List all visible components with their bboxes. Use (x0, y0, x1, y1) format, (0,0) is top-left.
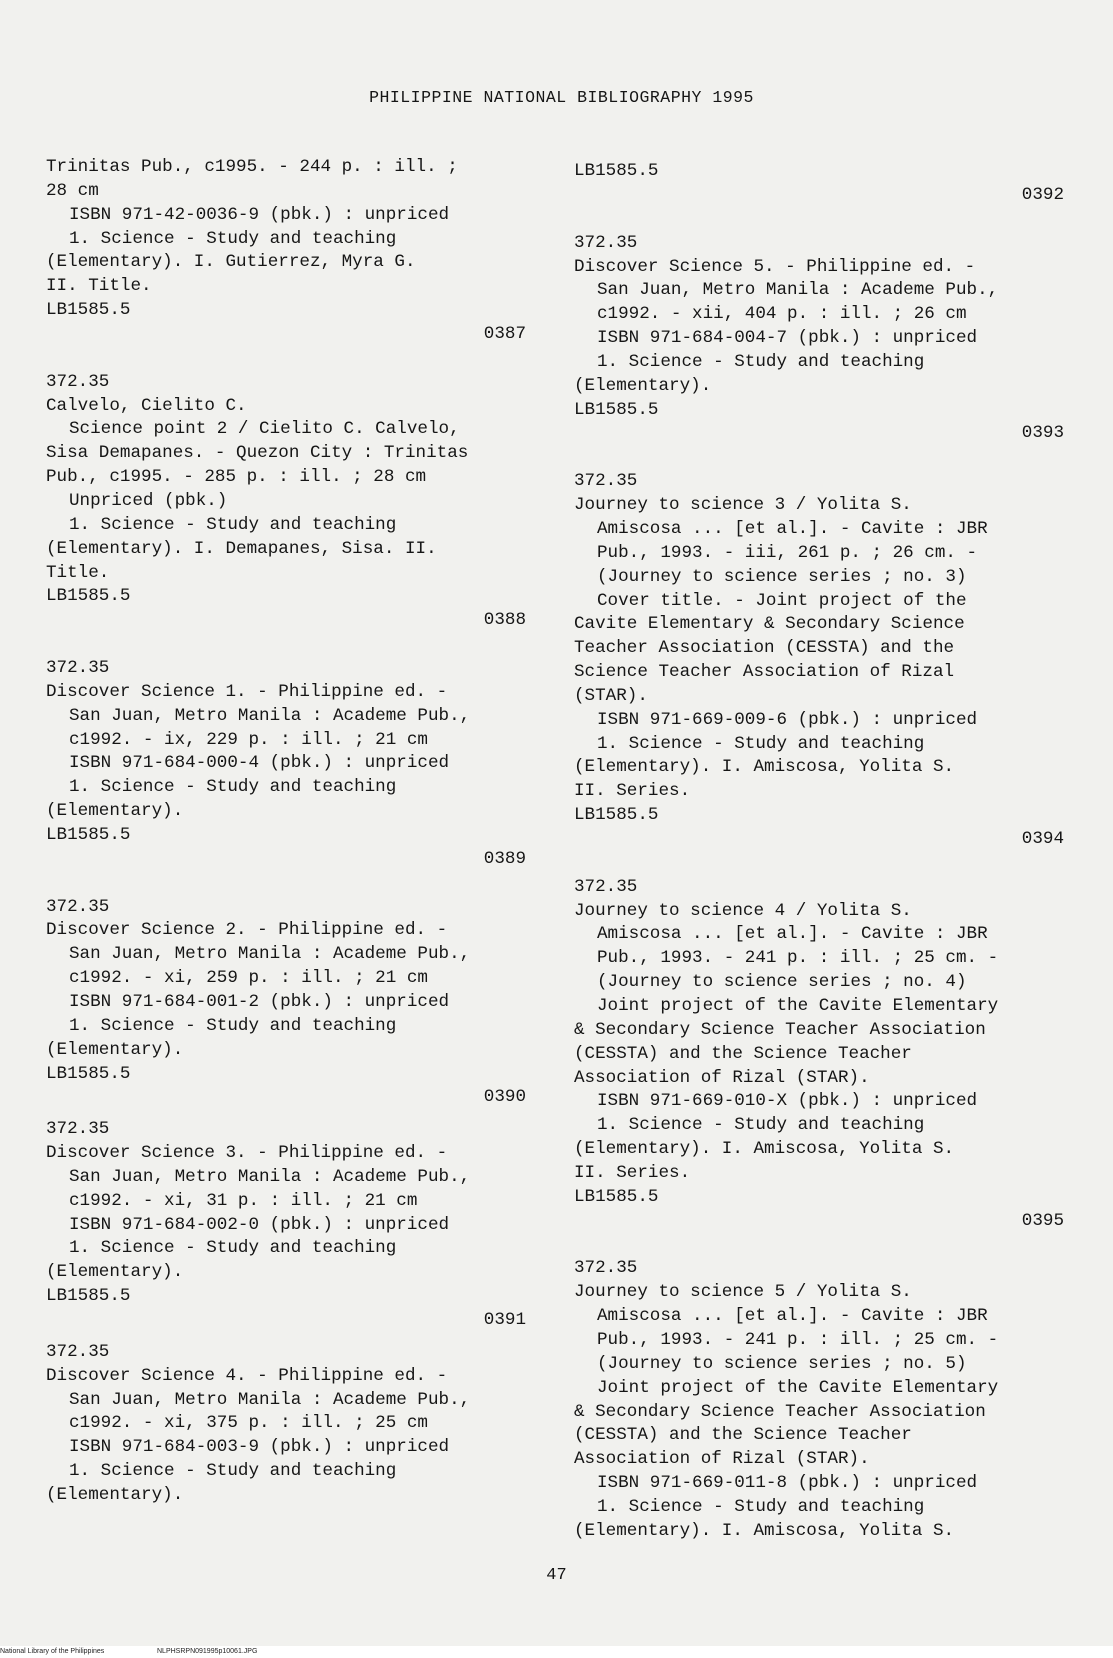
catalog-entry-0392-continued (574, 160, 1064, 208)
entry-line: & Secondary Science Teacher Association (574, 1019, 986, 1040)
entry-call-number: 372.35 (46, 371, 110, 392)
page-number: 47 (546, 1566, 567, 1585)
entry-line: & Secondary Science Teacher Association (574, 1401, 986, 1422)
entry-line: LB1585.5 (46, 300, 131, 321)
entry-call-number: 372.35 (46, 1119, 110, 1140)
entry-line: c1992. - ix, 229 p. : ill. ; 21 cm (69, 729, 428, 750)
entry-line: (Journey to science series ; no. 4) (597, 972, 967, 993)
entry-line: ISBN 971-669-010-X (pbk.) : unpriced (597, 1091, 978, 1112)
entry-line: Sisa Demapanes. - Quezon City : Trinitas (46, 443, 469, 464)
entry-number: 0393 (1021, 423, 1064, 444)
entry-line: Teacher Association (CESSTA) and the (574, 638, 955, 659)
entry-number: 0394 (1021, 828, 1064, 849)
entry-line: (Elementary). (46, 1039, 184, 1060)
entry-line: (Elementary). I. Amiscosa, Yolita S. (574, 1520, 955, 1541)
entry-line: LB1585.5 (46, 1063, 131, 1084)
entry-line: LB1585.5 (574, 1186, 659, 1207)
entry-line: Pub., 1993. - 241 p. : ill. ; 25 cm. - (597, 1329, 999, 1350)
entry-line: LB1585.5 (46, 586, 131, 607)
entry-call-number: 372.35 (46, 658, 110, 679)
entry-line: Pub., c1995. - 285 p. : ill. ; 28 cm (46, 467, 427, 488)
entry-line: Journey to science 4 / Yolita S. (574, 900, 912, 921)
entry-line: Association of Rizal (STAR). (574, 1067, 870, 1088)
catalog-entry-0390 (46, 896, 526, 1111)
entry-line: c1992. - xi, 31 p. : ill. ; 21 cm (69, 1190, 418, 1211)
entry-line: Discover Science 3. - Philippine ed. - (46, 1143, 448, 1164)
entry-call-number: 372.35 (46, 896, 110, 917)
entry-line: (Journey to science series ; no. 5) (597, 1353, 967, 1374)
entry-line: Discover Science 5. - Philippine ed. - (574, 256, 976, 277)
entry-line: Journey to science 5 / Yolita S. (574, 1282, 912, 1303)
entry-line: ISBN 971-684-001-2 (pbk.) : unpriced (69, 992, 450, 1012)
entry-number: 0387 (483, 323, 526, 344)
entry-line: LB1585.5 (574, 161, 659, 181)
entry-line: Amiscosa ... [et al.]. - Cavite : JBR (597, 1306, 988, 1327)
entry-line: LB1585.5 (574, 399, 659, 420)
entry-line: San Juan, Metro Manila : Academe Pub., (69, 705, 471, 726)
entry-line: 1. Science - Study and teaching (69, 514, 397, 535)
entry-line: Unpriced (pbk.) (69, 490, 228, 511)
entry-line: 1. Science - Study and teaching (69, 1461, 397, 1482)
entry-line: Cavite Elementary & Secondary Science (574, 614, 965, 635)
entry-number: 0395 (1021, 1210, 1064, 1231)
entry-line: Amiscosa ... [et al.]. - Cavite : JBR (597, 924, 988, 945)
entry-line: 28 cm (46, 180, 99, 201)
entry-line: Cover title. - Joint project of the (597, 590, 967, 611)
entry-line: Journey to science 3 / Yolita S. (574, 495, 912, 516)
footer-file-id: NLPHSRPN091995p10061.JPG (157, 1648, 258, 1655)
entry-line: (CESSTA) and the Science Teacher (574, 1043, 912, 1064)
entry-number: 0391 (483, 1309, 526, 1330)
entry-line: ISBN 971-669-011-8 (pbk.) : unpriced (597, 1473, 978, 1494)
entry-line: 1. Science - Study and teaching (69, 1238, 397, 1259)
entry-call-number: 372.35 (574, 232, 638, 253)
entry-line: Amiscosa ... [et al.]. - Cavite : JBR (597, 518, 988, 539)
entry-line: II. Series. (574, 781, 691, 802)
entry-line: c1992. - xii, 404 p. : ill. ; 26 cm (597, 304, 967, 325)
entry-call-number: 372.35 (574, 471, 638, 492)
entry-number: 0388 (483, 610, 526, 631)
entry-line: San Juan, Metro Manila : Academe Pub., (69, 1389, 471, 1410)
catalog-entry-0396 (574, 1257, 1064, 1543)
entry-line: (CESSTA) and the Science Teacher (574, 1425, 912, 1446)
catalog-entry-0388 (46, 371, 526, 633)
entry-line: (Elementary). (46, 801, 184, 822)
entry-call-number: 372.35 (574, 876, 638, 897)
catalog-entry-0391 (46, 1118, 526, 1333)
entry-line: Discover Science 1. - Philippine ed. - (46, 681, 448, 702)
entry-line: ISBN 971-684-000-4 (pbk.) : unpriced (69, 753, 450, 774)
entry-line: ISBN 971-42-0036-9 (pbk.) : unpriced (69, 204, 450, 225)
entry-number: 0389 (483, 848, 526, 869)
entry-line: Pub., 1993. - 241 p. : ill. ; 25 cm. - (597, 948, 999, 969)
entry-line: 1. Science - Study and teaching (597, 351, 925, 372)
entry-line: (Elementary). I. Demapanes, Sisa. II. (46, 538, 437, 559)
entry-line: 1. Science - Study and teaching (597, 1115, 925, 1136)
entry-line: Discover Science 2. - Philippine ed. - (46, 920, 448, 941)
entry-line: (STAR). (574, 685, 648, 706)
catalog-entry-0392 (46, 1341, 526, 1508)
entry-line: Joint project of the Cavite Elementary (597, 996, 999, 1016)
entry-line: Science Teacher Association of Rizal (574, 662, 955, 683)
entry-line: Science point 2 / Cielito C. Calvelo, (69, 419, 460, 440)
entry-line: San Juan, Metro Manila : Academe Pub., (69, 944, 471, 965)
entry-line: San Juan, Metro Manila : Academe Pub., (69, 1166, 471, 1187)
scan-footer (0, 1646, 1113, 1658)
entry-line: (Elementary). (46, 1262, 184, 1283)
entry-number: 0390 (483, 1087, 526, 1108)
catalog-entry-0393 (574, 232, 1064, 447)
page-title: PHILIPPINE NATIONAL BIBLIOGRAPHY 1995 (369, 88, 754, 107)
entry-line: 1. Science - Study and teaching (597, 1496, 925, 1517)
entry-line: LB1585.5 (574, 805, 659, 826)
catalog-entry-0395 (574, 876, 1064, 1234)
entry-line: 1. Science - Study and teaching (69, 1015, 397, 1036)
entry-line: (Elementary). (574, 375, 712, 396)
entry-line: 1. Science - Study and teaching (69, 228, 397, 249)
entry-line: Association of Rizal (STAR). (574, 1449, 870, 1470)
entry-line: c1992. - xi, 375 p. : ill. ; 25 cm (69, 1413, 428, 1434)
entry-line: ISBN 971-684-003-9 (pbk.) : unpriced (69, 1437, 450, 1458)
catalog-entry-0394 (574, 470, 1064, 852)
catalog-entry-0387 (46, 156, 526, 347)
entry-call-number: 372.35 (46, 1341, 110, 1362)
entry-line: LB1585.5 (46, 1286, 131, 1307)
entry-line: Joint project of the Cavite Elementary (597, 1377, 999, 1398)
catalog-entry-0389 (46, 657, 526, 872)
entry-line: (Journey to science series ; no. 3) (597, 566, 967, 587)
entry-line: Discover Science 4. - Philippine ed. - (46, 1365, 448, 1386)
entry-line: Trinitas Pub., c1995. - 244 p. : ill. ; (46, 157, 458, 177)
entry-line: c1992. - xi, 259 p. : ill. ; 21 cm (69, 968, 428, 989)
entry-line: Pub., 1993. - iii, 261 p. ; 26 cm. - (597, 542, 978, 563)
entry-line: ISBN 971-669-009-6 (pbk.) : unpriced (597, 709, 978, 730)
entry-call-number: 372.35 (574, 1258, 638, 1279)
entry-line: (Elementary). (46, 1484, 184, 1505)
left-column (46, 156, 526, 1508)
entry-line: (Elementary). I. Amiscosa, Yolita S. (574, 757, 955, 778)
entry-number: 0392 (1021, 184, 1064, 205)
entry-line: II. Title. (46, 276, 152, 297)
entry-line: ISBN 971-684-002-0 (pbk.) : unpriced (69, 1214, 450, 1235)
entry-line: 1. Science - Study and teaching (69, 777, 397, 798)
entry-line: San Juan, Metro Manila : Academe Pub., (597, 280, 999, 301)
footer-library: National Library of the Philippines (0, 1648, 105, 1655)
right-column (574, 160, 1064, 1544)
entry-line: LB1585.5 (46, 824, 131, 845)
entry-line: (Elementary). I. Amiscosa, Yolita S. (574, 1139, 955, 1160)
entry-line: ISBN 971-684-004-7 (pbk.) : unpriced (597, 328, 978, 349)
entry-line: Calvelo, Cielito C. (46, 395, 247, 416)
entry-line: 1. Science - Study and teaching (597, 733, 925, 754)
entry-line: II. Series. (574, 1162, 691, 1183)
entry-line: (Elementary). I. Gutierrez, Myra G. (46, 252, 416, 273)
entry-line: Title. (46, 562, 110, 583)
